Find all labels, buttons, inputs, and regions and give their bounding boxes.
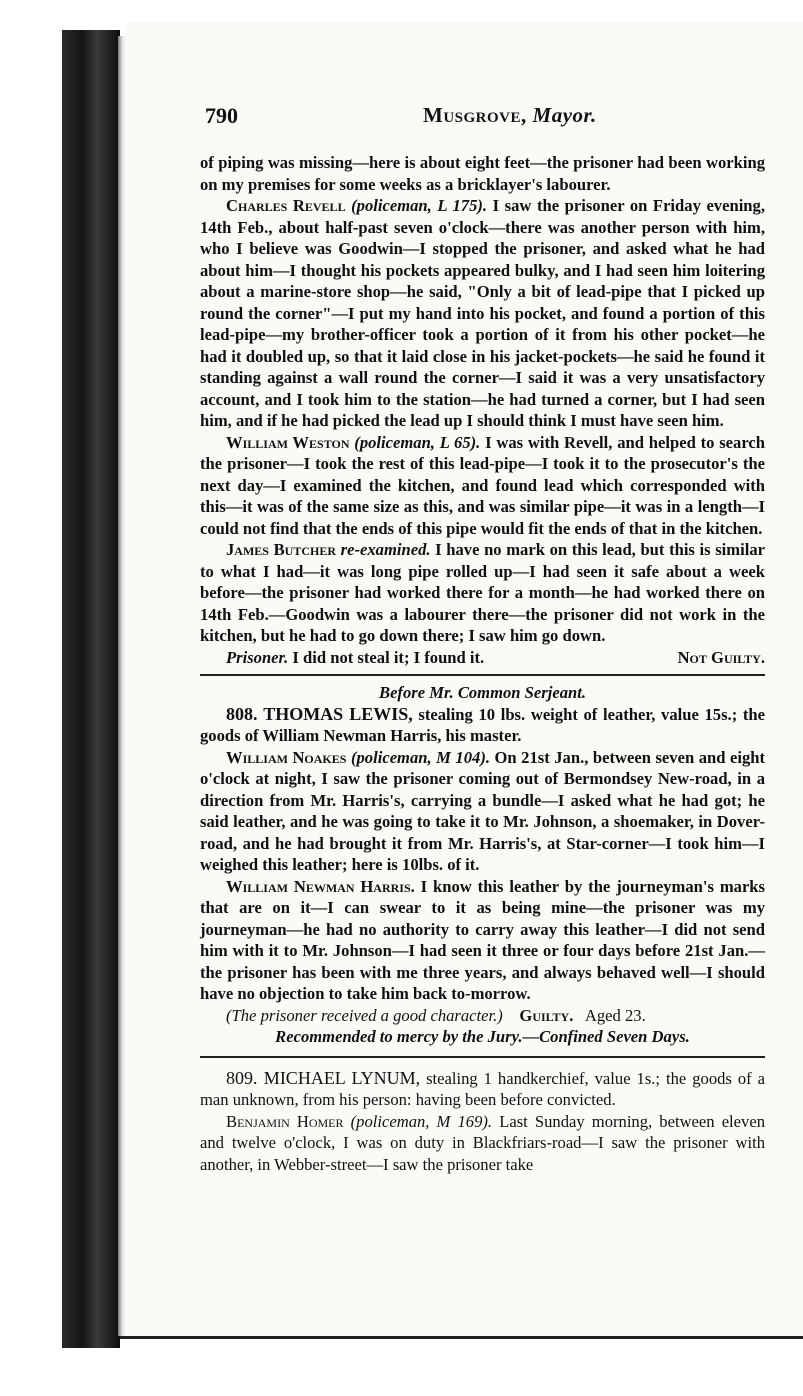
page-bottom-edge	[120, 1336, 803, 1339]
age: Aged 23.	[584, 1005, 646, 1025]
case-text: stealing 10 lbs. weight of leather, value 15s.; the goods of William Newman Harris, his master.	[200, 704, 766, 745]
paragraph-continuation: of piping was missing—here is about eight feet—the prisoner had been working on my premises for some weeks as a bricklayer's labourer.	[200, 153, 765, 194]
testimony-text: I know this leather by the journeyman's marks that are on it—I can swear to it as being mine—the prisoner was my journeyman—he had no authority to carry away this leather—I did not send him with it to Mr. Johnson—I had seen it three or four days before 21st Jan.—the prisoner has been with me three years, and always behaved well—I should have no objection to take him back to-morrow.	[200, 876, 765, 1003]
witness-name: Charles Revell	[226, 196, 346, 215]
witness-role: (policeman, M 169).	[350, 1111, 493, 1131]
testimony-text: I have no mark on this lead, but this is similar to what I had—it was long pipe rolled up—I had seen it safe about a week before—the prisoner had worked there for a month—he had worked there on 14th Feb.—Goodwin was a labourer there—the prisoner did not work in the kitchen, but he had to go down there; I saw him go down.	[200, 540, 765, 645]
character-note: (The prisoner received a good character.)	[226, 1005, 503, 1025]
witness-name: William Weston	[226, 432, 350, 452]
testimony-text: I was with Revell, and helped to search the prisoner—I took the rest of this lead-pipe—I took it to the prosecutor's the next day—I examined the kitchen, and found lead which corresponded with this—it was of the same size as this, and was similar pipe—it was in a length—I could not find that the ends of this pipe would fit the ends of that in the kitchen.	[200, 432, 765, 538]
witness-role: re-examined.	[340, 540, 431, 559]
section-rule	[200, 1056, 765, 1058]
witness-role: (policeman, L 175).	[351, 196, 488, 215]
witness-role: (policeman, L 65).	[354, 432, 481, 452]
testimony-butcher	[200, 539, 765, 647]
character-line	[200, 1005, 765, 1027]
witness-name: Benjamin Homer	[226, 1111, 344, 1131]
verdict: Not Guilty.	[677, 647, 765, 667]
prisoner-text: I did not steal it; I found it.	[288, 647, 485, 667]
testimony-revell	[200, 195, 765, 432]
case-heading: 808. THOMAS LEWIS,	[226, 703, 413, 724]
testimony-noakes	[200, 747, 765, 876]
prisoner-label: Prisoner.	[226, 647, 289, 667]
running-title: Musgrove, Mayor.	[423, 103, 597, 127]
testimony-harris	[200, 876, 765, 1005]
case-text: stealing 1 handkerchief, value 1s.; the goods of a man unknown, from his person: having been before convicted.	[200, 1068, 765, 1109]
testimony-homer	[200, 1111, 765, 1176]
page-number: 790	[205, 103, 238, 128]
case-heading: 809. MICHAEL LYNUM,	[226, 1067, 421, 1088]
witness-name: William Newman Harris.	[226, 876, 415, 896]
book-page-edges	[62, 30, 120, 1348]
case-808	[200, 704, 765, 747]
verdict: Guilty.	[519, 1005, 574, 1025]
section-rule	[200, 674, 765, 676]
section-heading: Before Mr. Common Serjeant.	[379, 683, 586, 702]
sentence: Recommended to mercy by the Jury.—Confined Seven Days.	[275, 1027, 690, 1046]
case-809	[200, 1068, 765, 1111]
testimony-text: Last Sunday morning, between eleven and twelve o'clock, I was on duty in Blackfriars-road—I saw the prisoner with another, in Webber-street—I saw the prisoner take	[200, 1111, 765, 1174]
prisoner-statement	[200, 647, 765, 669]
testimony-text: I saw the prisoner on Friday evening, 14th Feb., about half-past seven o'clock—there was another person with him, who I believe was Goodwin—I stopped the prisoner, and asked what he had about him—I thought his pockets appeared bulky, and I had seen him loitering about a marine-store shop—he said, "Only a bit of lead-pipe that I picked up round the corner"—I put my hand into his pocket, and found a portion of this lead-pipe—my brother-officer took a portion of it from his other pocket—he had it doubled up, so that it laid close in his jacket-pockets—he said he found it standing against a wall round the corner—I said it was a very unsatisfactory account, and I took him to the station—he had turned a corner, but I had seen him, and if he had picked the lead up I should think I must have seen him.	[200, 196, 765, 430]
witness-name: William Noakes	[226, 747, 347, 767]
running-title-name: Musgrove	[423, 103, 522, 127]
body-text	[200, 152, 765, 1175]
gutter-shadow	[118, 36, 126, 1336]
testimony-text: On 21st Jan., between seven and eight o'clock at night, I saw the prisoner coming out of Bermondsey New-road, in a direction from Mr. Harris's, carrying a bundle—I asked what he had got; he said leather, and he was going to take it to Mr. Johnson, a shoemaker, in Dover-road, and he had brought it from Mr. Harris's, at Star-corner—I took him—I weighed this leather; here is 10lbs. of it.	[200, 747, 766, 874]
witness-role: (policeman, M 104).	[350, 747, 490, 767]
page-header	[205, 103, 605, 133]
running-title-office: Mayor.	[532, 103, 597, 127]
testimony-weston	[200, 432, 765, 540]
witness-name: James Butcher	[226, 540, 337, 559]
